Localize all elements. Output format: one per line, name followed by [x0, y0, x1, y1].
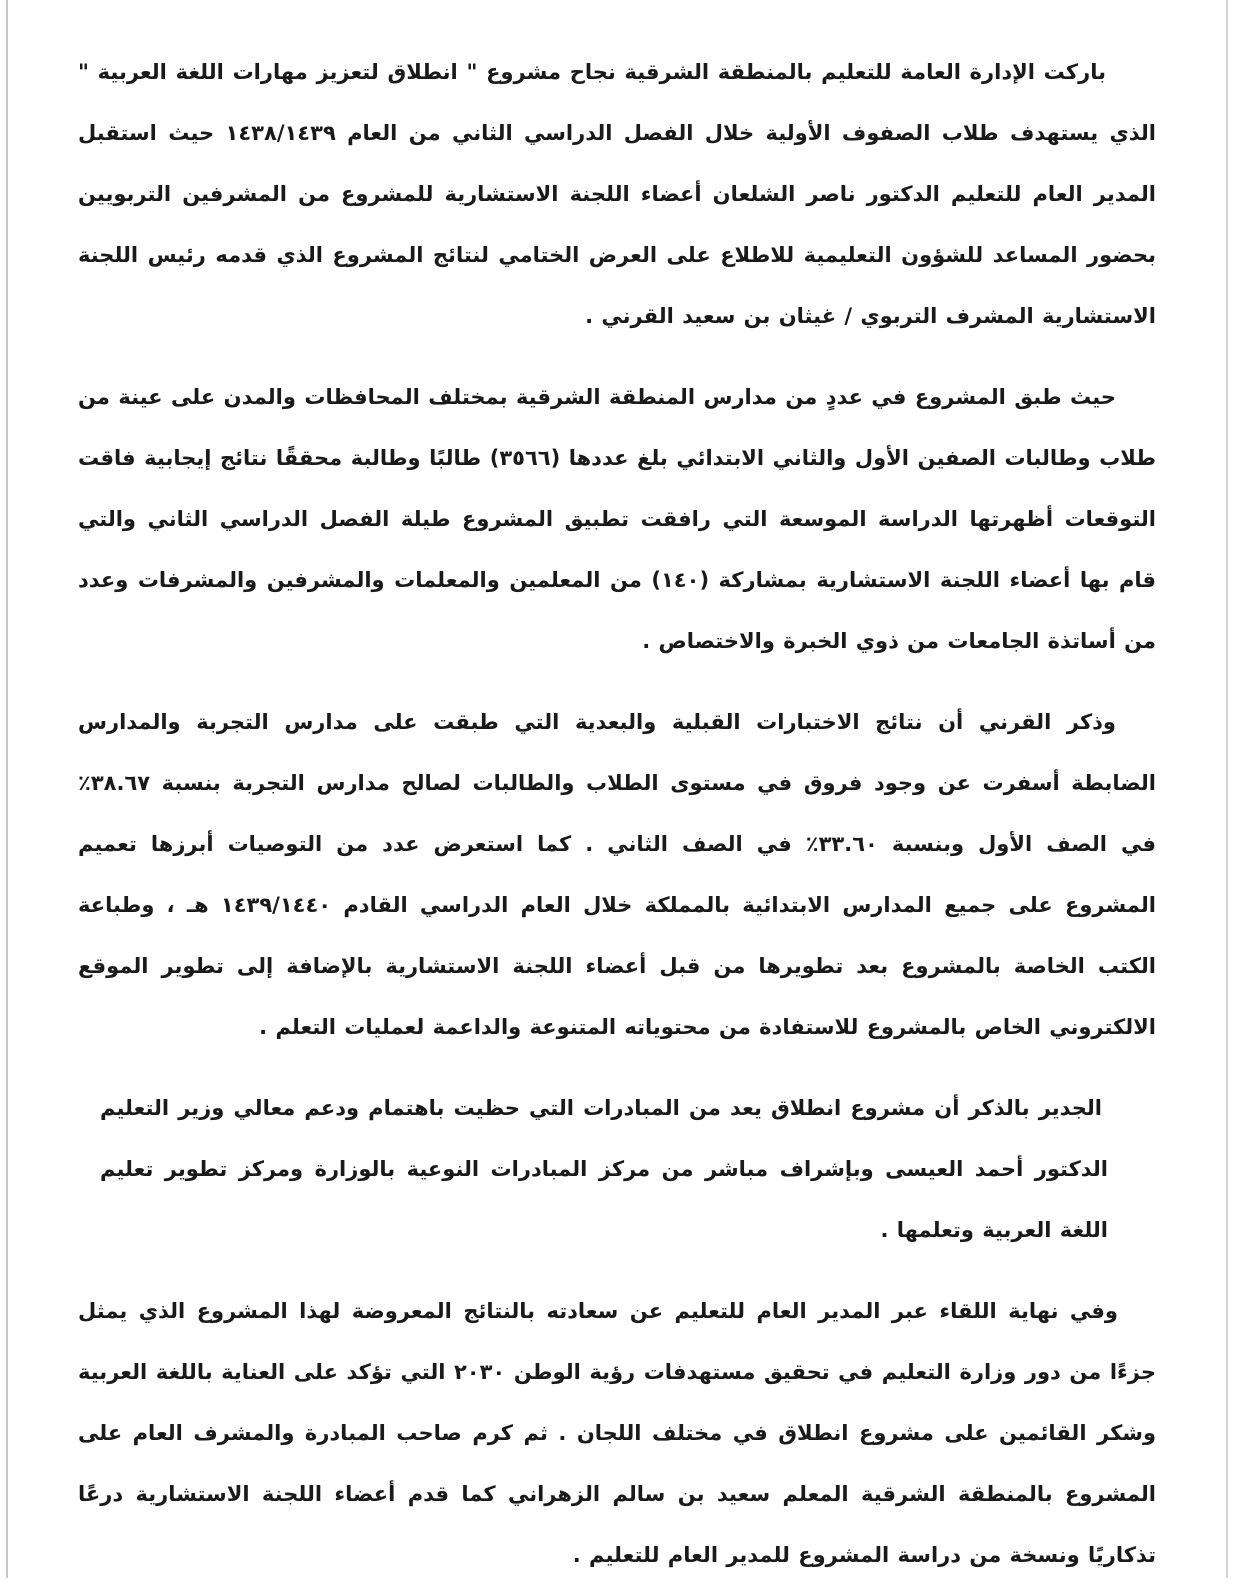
page-left-border — [6, 0, 8, 1578]
article-body — [78, 42, 1156, 1586]
paragraph-project-application: حيث طبق المشروع في عددٍ من مدارس المنطقة الشرقية بمختلف المحافظات والمدن على عينة من طلاب وطالبات الصفين الأول والثاني الابتدائي بلغ عددها (٣٥٦٦) طالبًا وطالبة محققًا نتائج إيجابية فاقت التوقعات أظهرتها الدراسة الموسعة التي رافقت تطبيق المشروع طيلة الفصل الدراسي الثاني والتي قام بها أعضاء اللجنة الاستشارية بمشاركة (١٤٠) من المعلمين والمعلمات والمشرفين والمشرفات وعدد من أساتذة الجامعات من ذوي الخبرة والاختصاص . — [78, 385, 1156, 653]
paragraph-meeting-conclusion: وفي نهاية اللقاء عبر المدير العام للتعليم عن سعادته بالنتائج المعروضة لهذا المشروع الذي يمثل جزءًا من دور وزارة التعليم في تحقيق مستهدفات رؤية الوطن ٢٠٣٠ التي تؤكد على العناية باللغة العربية وشكر القائمين على مشروع انطلاق في مختلف اللجان . ثم كرم صاحب المبادرة والمشرف العام على المشروع بالمنطقة الشرقية المعلم سعيد بن سالم الزهراني كما قدم أعضاء اللجنة الاستشارية درعًا تذكاريًا ونسخة من دراسة المشروع للمدير العام للتعليم . — [78, 1299, 1156, 1567]
paragraph-project-congratulation: باركت الإدارة العامة للتعليم بالمنطقة الشرقية نجاح مشروع " انطلاق لتعزيز مهارات اللغة العربية " الذي يستهدف طلاب الصفوف الأولية خلال الفصل الدراسي الثاني من العام ١٤٣٨/١٤٣٩ حيث استقبل المدير العام للتعليم الدكتور ناصر الشلعان أعضاء اللجنة الاستشارية للمشروع من المشرفين التربويين بحضور المساعد للشؤون التعليمية للاطلاع على العرض الختامي لنتائج المشروع الذي قدمه رئيس اللجنة الاستشارية المشرف التربوي / غيثان بن سعيد القرني . — [78, 60, 1157, 328]
page-right-border — [1226, 0, 1228, 1578]
paragraph-ministry-support: الجدير بالذكر أن مشروع انطلاق يعد من المبادرات التي حظيت باهتمام ودعم معالي وزير التعليم الدكتور أحمد العيسى وبإشراف مباشر من مركز المبادرات النوعية بالوزارة ومركز تطوير تعليم اللغة العربية وتعلمها . — [100, 1096, 1108, 1242]
paragraph-results-and-recommendations: وذكر القرني أن نتائج الاختبارات القبلية والبعدية التي طبقت على مدارس التجربة والمدارس الضابطة أسفرت عن وجود فروق في مستوى الطلاب والطالبات لصالح مدارس التجربة بنسبة ٣٨.٦٧٪ في الصف الأول وبنسبة ٣٣.٦٠٪ في الصف الثاني . كما استعرض عدد من التوصيات أبرزها تعميم المشروع على جميع المدارس الابتدائية بالمملكة خلال العام الدراسي القادم ١٤٣٩/١٤٤٠ هـ ، وطباعة الكتب الخاصة بالمشروع بعد تطويرها من قبل أعضاء اللجنة الاستشارية بالإضافة إلى تطوير الموقع الالكتروني الخاص بالمشروع للاستفادة من محتوياته المتنوعة والداعمة لعمليات التعلم . — [78, 710, 1156, 1039]
